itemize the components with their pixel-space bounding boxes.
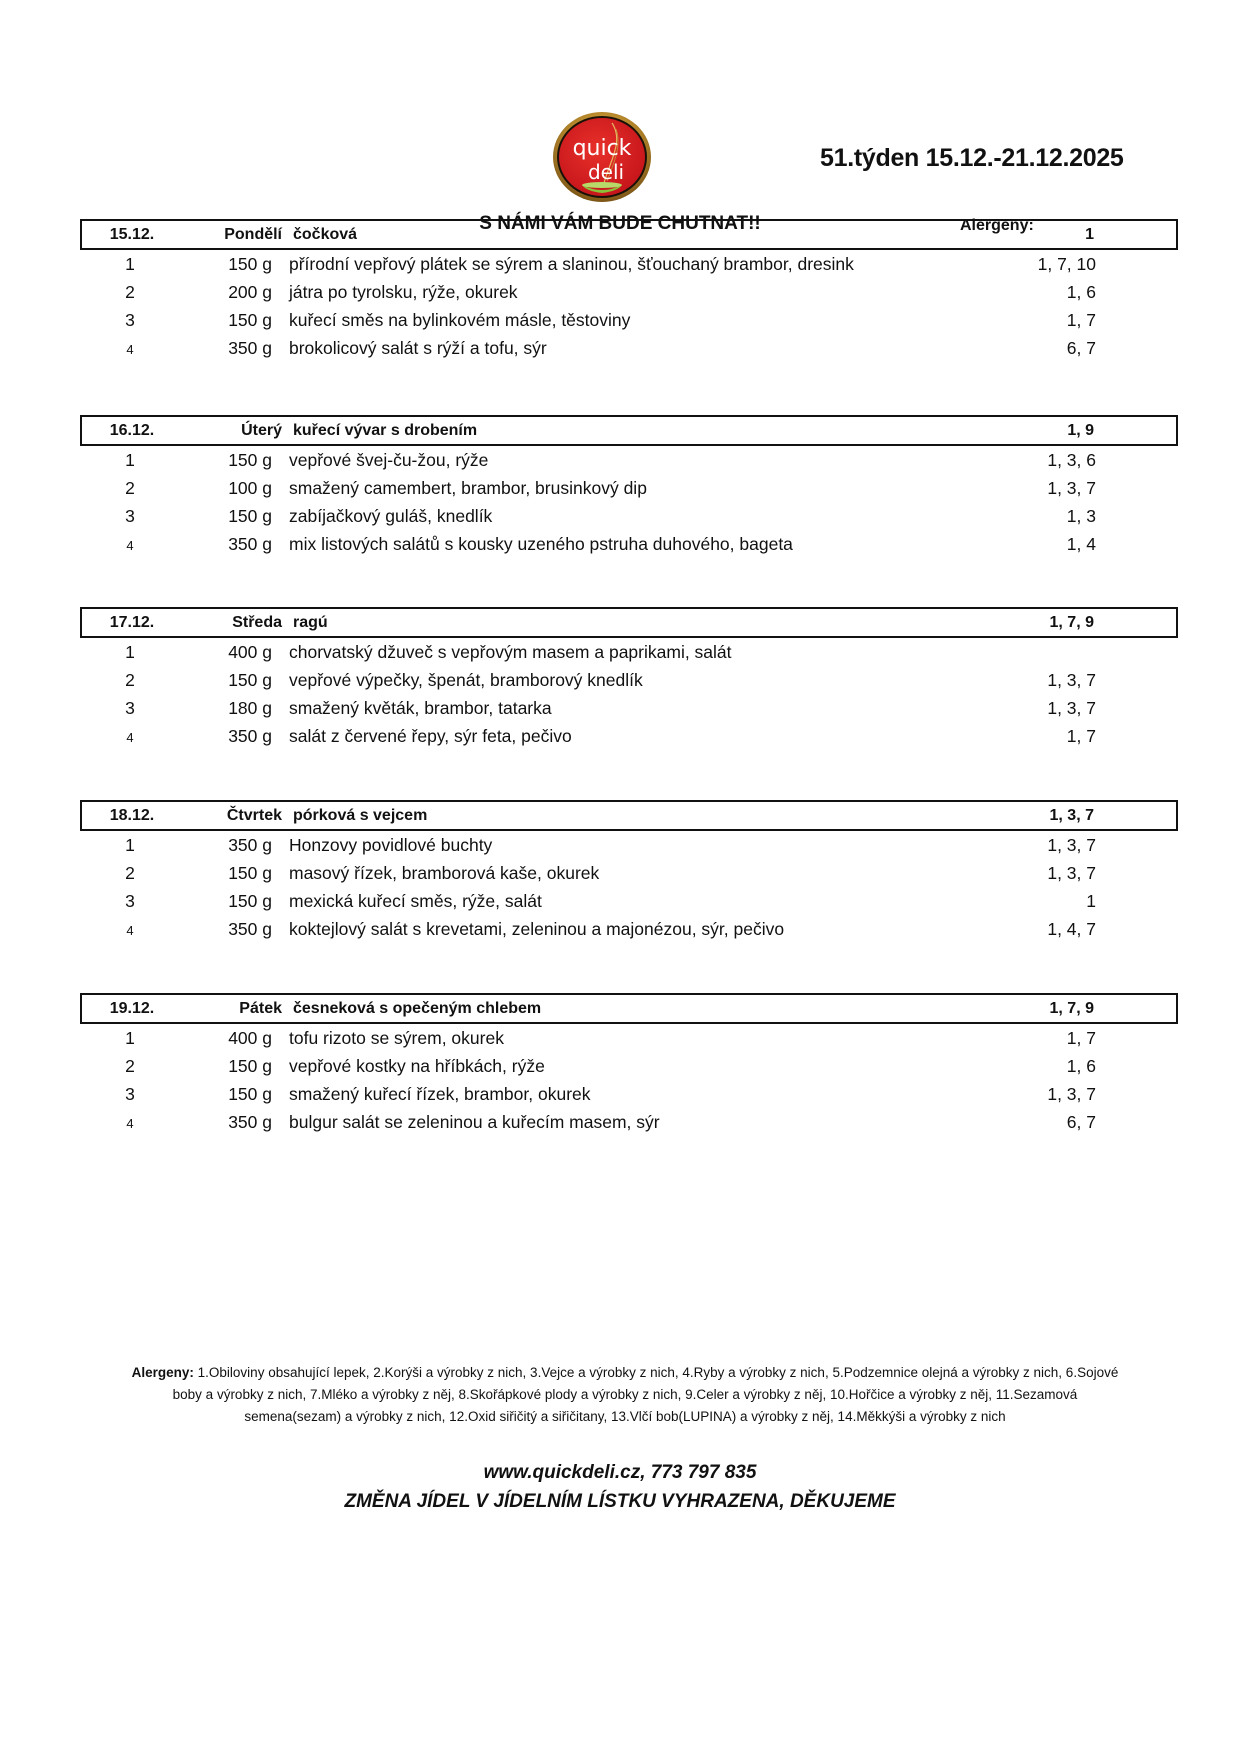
item-dish: salát z červené řepy, sýr feta, pečivo — [289, 726, 572, 746]
item-number: 2 — [125, 1056, 135, 1076]
menu-item-row — [80, 638, 1178, 666]
item-weight: 180 g — [228, 698, 272, 718]
item-dish: vepřové švej-ču-žou, rýže — [289, 450, 489, 470]
day-header-row — [80, 993, 1178, 1024]
item-number: 2 — [125, 282, 135, 302]
item-allergens: 1, 3, 7 — [1047, 698, 1096, 718]
item-dish: zabíjačkový guláš, knedlík — [289, 506, 493, 526]
item-allergens: 1, 6 — [1066, 282, 1096, 302]
item-allergens: 1, 7 — [1066, 726, 1096, 746]
day-name: Pondělí — [224, 226, 282, 243]
item-number: 1 — [125, 835, 135, 855]
day-date: 19.12. — [109, 1000, 155, 1017]
day-section — [80, 993, 1178, 1136]
logo-text-deli: deli — [587, 160, 625, 184]
item-number: 4 — [126, 923, 134, 938]
menu-item-row — [80, 530, 1178, 558]
soup-allergens: 1, 9 — [1067, 422, 1094, 439]
quick-deli-logo — [552, 111, 652, 203]
item-dish: brokolicový salát s rýží a tofu, sýr — [289, 338, 547, 358]
item-number: 3 — [125, 891, 135, 911]
soup-name: kuřecí vývar s drobením — [293, 422, 478, 439]
item-allergens: 1, 3, 7 — [1047, 670, 1096, 690]
allergen-legend-text-1: 1.Obiloviny obsahující lepek, 2.Korýši a výrobky z nich, 3.Vejce a výrobky z nich, 4.Ryby a výrobky z nich, 5.Podzemnice olejná a výrobky z nich, 6.Sojové — [193, 1365, 1119, 1380]
slogan: S NÁMI VÁM BUDE CHUTNAT!! — [479, 213, 761, 234]
day-header-row — [80, 219, 1178, 250]
day-date: 16.12. — [109, 422, 155, 439]
item-weight: 150 g — [228, 1056, 272, 1076]
day-section — [80, 415, 1178, 558]
item-weight: 400 g — [228, 642, 272, 662]
soup-allergens: 1, 3, 7 — [1049, 807, 1094, 824]
day-header-row — [80, 800, 1178, 831]
item-weight: 350 g — [228, 835, 272, 855]
soup-name: česneková s opečeným chlebem — [293, 1000, 542, 1017]
item-number: 1 — [125, 254, 135, 274]
item-allergens: 1, 4, 7 — [1047, 919, 1096, 939]
item-dish: smažený květák, brambor, tatarka — [289, 698, 552, 718]
menu-item-row — [80, 502, 1178, 530]
day-section — [80, 607, 1178, 750]
item-allergens: 1, 3, 7 — [1047, 478, 1096, 498]
allergen-legend — [82, 1362, 1168, 1428]
item-allergens: 6, 7 — [1066, 338, 1096, 358]
day-name: Čtvrtek — [226, 807, 282, 824]
item-weight: 350 g — [228, 534, 272, 554]
menu-item-row — [80, 859, 1178, 887]
menu-item-row — [80, 474, 1178, 502]
day-section — [80, 800, 1178, 943]
item-number: 4 — [126, 730, 134, 745]
soup-name: čočková — [293, 226, 358, 243]
item-weight: 350 g — [228, 919, 272, 939]
item-number: 2 — [125, 670, 135, 690]
day-section — [80, 219, 1178, 362]
day-date: 18.12. — [109, 807, 155, 824]
day-name: Středa — [232, 614, 282, 631]
soup-allergens: 1, 7, 9 — [1049, 614, 1094, 631]
item-dish: tofu rizoto se sýrem, okurek — [289, 1028, 504, 1048]
item-allergens: 1, 7 — [1066, 310, 1096, 330]
item-number: 3 — [125, 310, 135, 330]
logo-emblem-icon — [552, 111, 652, 203]
soup-allergens: 1, 7, 9 — [1049, 1000, 1094, 1017]
menu-item-row — [80, 1052, 1178, 1080]
item-allergens: 1, 4 — [1066, 534, 1096, 554]
item-allergens: 1 — [1086, 891, 1096, 911]
item-weight: 400 g — [228, 1028, 272, 1048]
item-dish: játra po tyrolsku, rýže, okurek — [289, 282, 518, 302]
item-dish: koktejlový salát s krevetami, zeleninou a majonézou, sýr, pečivo — [289, 919, 785, 939]
item-number: 1 — [125, 450, 135, 470]
soup-allergens: 1 — [1085, 226, 1094, 243]
item-weight: 150 g — [228, 891, 272, 911]
disclaimer-line: ZMĚNA JÍDEL V JÍDELNÍM LÍSTKU VYHRAZENA, DĚKUJEME — [344, 1491, 896, 1512]
item-weight: 150 g — [228, 863, 272, 883]
item-allergens: 6, 7 — [1066, 1112, 1096, 1132]
item-allergens: 1, 3 — [1066, 506, 1096, 526]
item-number: 2 — [125, 863, 135, 883]
allergen-legend-line-3: semena(sezam) a výrobky z nich, 12.Oxid siřičitý a siřičitany, 13.Vlčí bob(LUPINA) a výrobky z něj, 14.Měkkýši a výrobky z nich — [244, 1409, 1006, 1424]
item-allergens: 1, 7, 10 — [1037, 254, 1096, 274]
logo-text-quick: quick — [572, 136, 632, 161]
menu-item-row — [80, 334, 1178, 362]
menu-item-row — [80, 1108, 1178, 1136]
item-weight: 150 g — [228, 506, 272, 526]
menu-item-row — [80, 694, 1178, 722]
item-weight: 350 g — [228, 1112, 272, 1132]
item-dish: přírodní vepřový plátek se sýrem a slaninou, šťouchaný brambor, dresink — [289, 254, 854, 274]
day-header-row — [80, 415, 1178, 446]
item-number: 3 — [125, 1084, 135, 1104]
item-number: 4 — [126, 1116, 134, 1131]
item-dish: smažený camembert, brambor, brusinkový dip — [289, 478, 647, 498]
day-date: 17.12. — [109, 614, 155, 631]
item-dish: Honzovy povidlové buchty — [289, 835, 493, 855]
item-allergens: 1, 3, 6 — [1047, 450, 1096, 470]
item-dish: vepřové kostky na hříbkách, rýže — [289, 1056, 545, 1076]
allergen-legend-line-2: boby a výrobky z nich, 7.Mléko a výrobky z něj, 8.Skořápkové plody a výrobky z nich, 9.Celer a výrobky z něj, 10.Hořčice a výrobky z něj, 11.Sezamová — [172, 1387, 1078, 1402]
item-number: 1 — [125, 642, 135, 662]
item-number: 4 — [126, 342, 134, 357]
menu-item-row — [80, 306, 1178, 334]
day-date: 15.12. — [109, 226, 155, 243]
item-dish: bulgur salát se zeleninou a kuřecím masem, sýr — [289, 1112, 660, 1132]
item-dish: vepřové výpečky, špenát, bramborový knedlík — [289, 670, 643, 690]
menu-item-row — [80, 446, 1178, 474]
menu-item-row — [80, 915, 1178, 943]
item-number: 3 — [125, 506, 135, 526]
allergen-legend-label: Alergeny: — [131, 1365, 194, 1380]
menu-item-row — [80, 887, 1178, 915]
item-dish: mix listových salátů s kousky uzeného pstruha duhového, bageta — [289, 534, 793, 554]
item-weight: 150 g — [228, 254, 272, 274]
menu-item-row — [80, 1024, 1178, 1052]
item-allergens: 1, 3, 7 — [1047, 863, 1096, 883]
contact-line: www.quickdeli.cz, 773 797 835 — [483, 1462, 757, 1483]
menu-item-row — [80, 722, 1178, 750]
item-dish: chorvatský džuveč s vepřovým masem a paprikami, salát — [289, 642, 732, 662]
item-number: 4 — [126, 538, 134, 553]
item-weight: 350 g — [228, 338, 272, 358]
item-weight: 200 g — [228, 282, 272, 302]
item-weight: 150 g — [228, 670, 272, 690]
item-weight: 350 g — [228, 726, 272, 746]
item-number: 1 — [125, 1028, 135, 1048]
menu-item-row — [80, 250, 1178, 278]
allergens-column-heading: Alergeny: — [960, 217, 1034, 234]
item-dish: mexická kuřecí směs, rýže, salát — [289, 891, 542, 911]
item-weight: 150 g — [228, 310, 272, 330]
day-name: Pátek — [239, 1000, 282, 1017]
day-name: Úterý — [241, 422, 282, 439]
item-dish: kuřecí směs na bylinkovém másle, těstoviny — [289, 310, 631, 330]
item-allergens: 1, 3, 7 — [1047, 1084, 1096, 1104]
item-allergens: 1, 7 — [1066, 1028, 1096, 1048]
soup-name: ragú — [293, 614, 328, 631]
item-dish: masový řízek, bramborová kaše, okurek — [289, 863, 600, 883]
soup-name: pórková s vejcem — [293, 807, 428, 824]
menu-item-row — [80, 666, 1178, 694]
allergen-legend-line-1 — [82, 1362, 1168, 1384]
item-number: 3 — [125, 698, 135, 718]
item-dish: smažený kuřecí řízek, brambor, okurek — [289, 1084, 591, 1104]
day-header-row — [80, 607, 1178, 638]
item-allergens: 1, 3, 7 — [1047, 835, 1096, 855]
menu-item-row — [80, 1080, 1178, 1108]
item-weight: 150 g — [228, 1084, 272, 1104]
item-weight: 150 g — [228, 450, 272, 470]
menu-item-row — [80, 831, 1178, 859]
item-weight: 100 g — [228, 478, 272, 498]
item-number: 2 — [125, 478, 135, 498]
week-title: 51.týden 15.12.-21.12.2025 — [820, 144, 1124, 172]
item-allergens: 1, 6 — [1066, 1056, 1096, 1076]
menu-item-row — [80, 278, 1178, 306]
